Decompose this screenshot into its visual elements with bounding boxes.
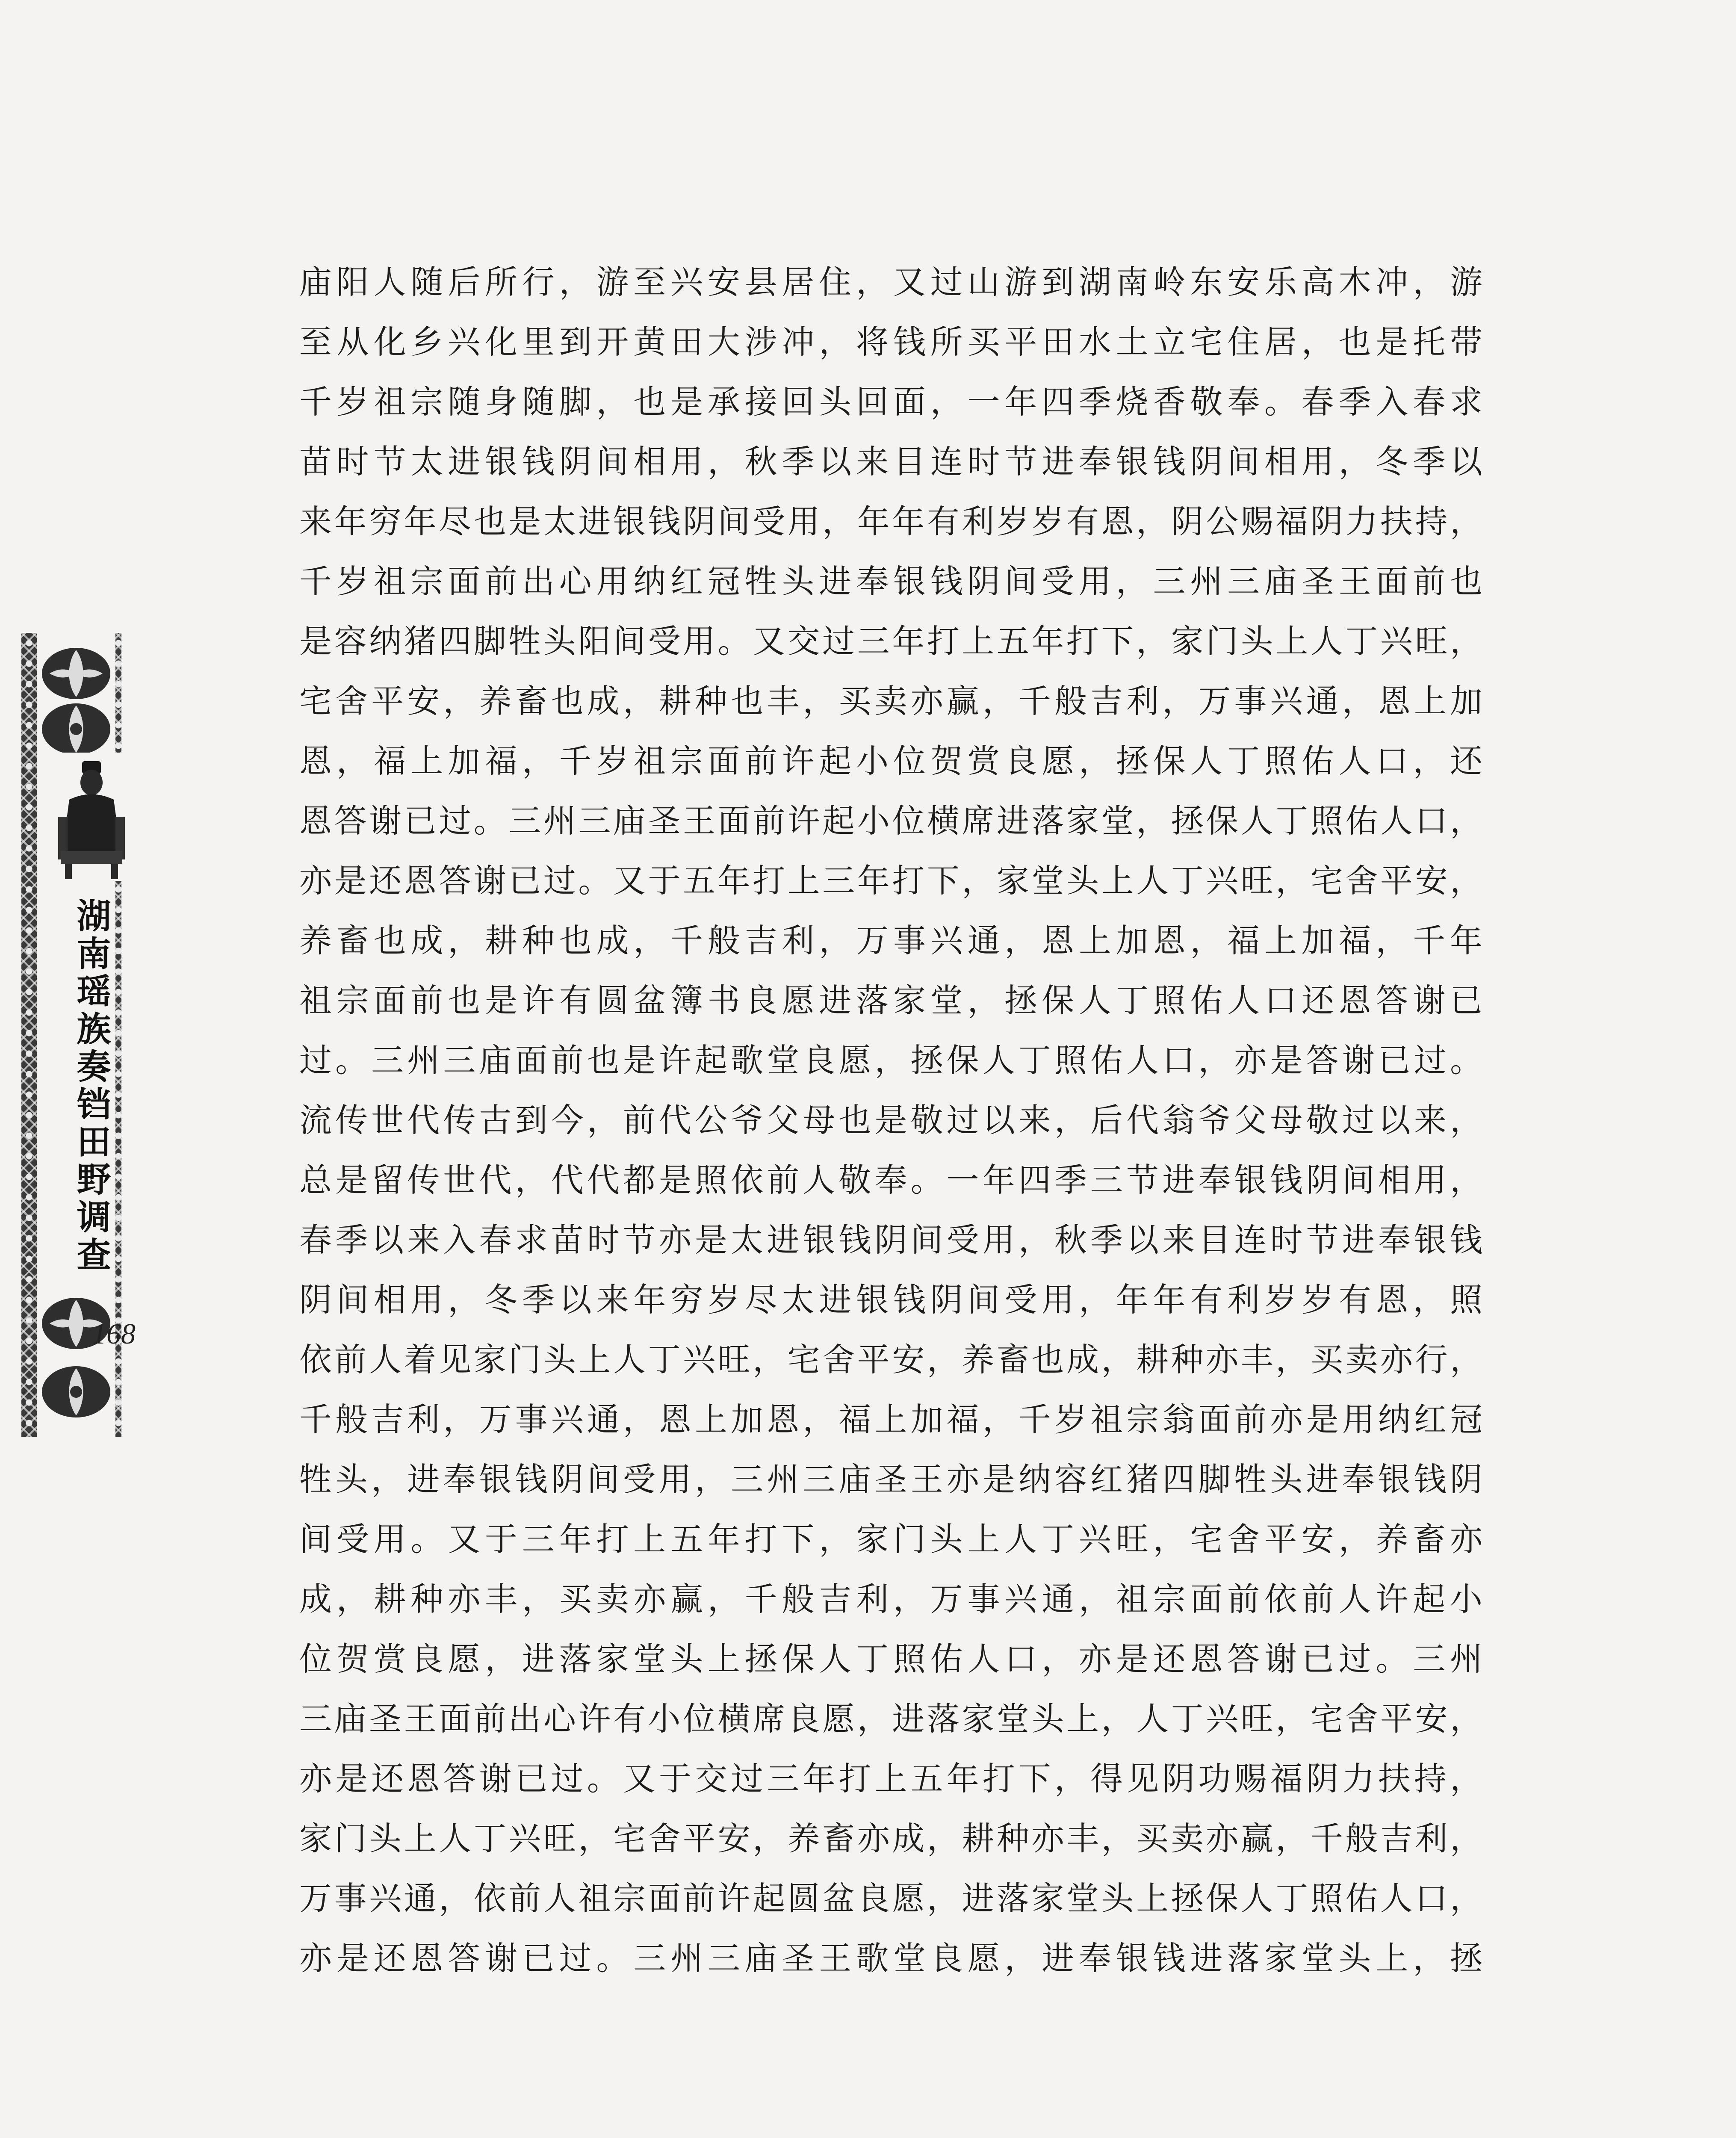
text-line: 位贺赏良愿，进落家堂头上拯保人丁照佑人口，亦是还恩答谢已过。三州 [299, 1640, 1484, 1678]
text-line: 祖宗面前也是许有圆盆簿书良愿进落家堂，拯保人丁照佑人口还恩答谢已 [299, 981, 1484, 1019]
seated-deity-statue-icon [52, 753, 131, 881]
text-line: 成，耕种亦丰，买卖亦赢，千般吉利，万事兴通，祖宗面前依前人许起小 [299, 1580, 1484, 1618]
text-line: 亦是还恩答谢已过。三州三庙圣王歌堂良愿，进奉银钱进落家堂头上，拯 [299, 1939, 1484, 1977]
text-line: 依前人着见家门头上人丁兴旺，宅舍平安，养畜也成，耕种亦丰，买卖亦行， [299, 1341, 1484, 1379]
text-line: 庙阳人随后所行，游至兴安县居住，又过山游到湖南岭东安乐高木冲，游 [299, 263, 1484, 301]
body-text [299, 252, 1484, 2040]
lotus-ornament-icon [37, 641, 115, 706]
lotus-ornament-icon [37, 697, 115, 761]
text-line: 来年穷年尽也是太进银钱阴间受用，年年有利岁岁有恩，阴公赐福阴力扶持， [299, 502, 1484, 540]
text-line: 恩，福上加福，千岁祖宗面前许起小位贺赏良愿，拯保人丁照佑人口，还 [299, 742, 1484, 780]
text-line: 千岁祖宗面前出心用纳红冠牲头进奉银钱阴间受用，三州三庙圣王面前也 [299, 562, 1484, 600]
text-line: 恩答谢已过。三州三庙圣王面前许起小位横席进落家堂，拯保人丁照佑人口， [299, 802, 1484, 840]
book-title-vertical: 湖南瑶族奏铛田野调查 [71, 898, 111, 1274]
lattice-border-left [21, 633, 37, 1437]
text-line: 三庙圣王面前出心许有小位横席良愿，进落家堂头上，人丁兴旺，宅舍平安， [299, 1700, 1484, 1738]
text-line: 过。三州三庙面前也是许起歌堂良愿，拯保人丁照佑人口，亦是答谢已过。 [299, 1041, 1484, 1079]
page-number: 168 [92, 1317, 136, 1350]
text-line: 至从化乡兴化里到开黄田大涉冲，将钱所买平田水土立宅住居，也是托带 [299, 323, 1484, 361]
text-line: 千般吉利，万事兴通，恩上加恩，福上加福，千岁祖宗翁面前亦是用纳红冠 [299, 1400, 1484, 1438]
text-line: 苗时节太进银钱阴间相用，秋季以来目连时节进奉银钱阴间相用，冬季以 [299, 443, 1484, 481]
lotus-ornament-icon [37, 1360, 115, 1424]
decorative-side-band [21, 633, 120, 1437]
text-line: 亦是还恩答谢已过。又于五年打上三年打下，家堂头上人丁兴旺，宅舍平安， [299, 862, 1484, 900]
text-line: 万事兴通，依前人祖宗面前许起圆盆良愿，进落家堂头上拯保人丁照佑人口， [299, 1879, 1484, 1917]
text-line: 千岁祖宗随身随脚，也是承接回头回面，一年四季烧香敬奉。春季入春求 [299, 383, 1484, 421]
text-line: 养畜也成，耕种也成，千般吉利，万事兴通，恩上加恩，福上加福，千年 [299, 921, 1484, 960]
text-line: 总是留传世代，代代都是照依前人敬奉。一年四季三节进奉银钱阴间相用， [299, 1161, 1484, 1199]
text-line: 春季以来入春求苗时节亦是太进银钱阴间受用，秋季以来目连时节进奉银钱 [299, 1221, 1484, 1259]
text-line: 宅舍平安，养畜也成，耕种也丰，买卖亦赢，千般吉利，万事兴通，恩上加 [299, 682, 1484, 720]
text-line: 是容纳猪四脚牲头阳间受用。又交过三年打上五年打下，家门头上人丁兴旺， [299, 622, 1484, 660]
text-line: 阴间相用，冬季以来年穷岁尽太进银钱阴间受用，年年有利岁岁有恩，照 [299, 1281, 1484, 1319]
text-line: 流传世代传古到今，前代公爷父母也是敬过以来，后代翁爷父母敬过以来， [299, 1101, 1484, 1139]
text-line: 牲头，进奉银钱阴间受用，三州三庙圣王亦是纳容红猪四脚牲头进奉银钱阴 [299, 1460, 1484, 1498]
text-line: 间受用。又于三年打上五年打下，家门头上人丁兴旺，宅舍平安，养畜亦 [299, 1520, 1484, 1558]
text-line: 亦是还恩答谢已过。又于交过三年打上五年打下，得见阴功赐福阴力扶持， [299, 1760, 1484, 1798]
text-line: 家门头上人丁兴旺，宅舍平安，养畜亦成，耕种亦丰，买卖亦赢，千般吉利， [299, 1819, 1484, 1857]
